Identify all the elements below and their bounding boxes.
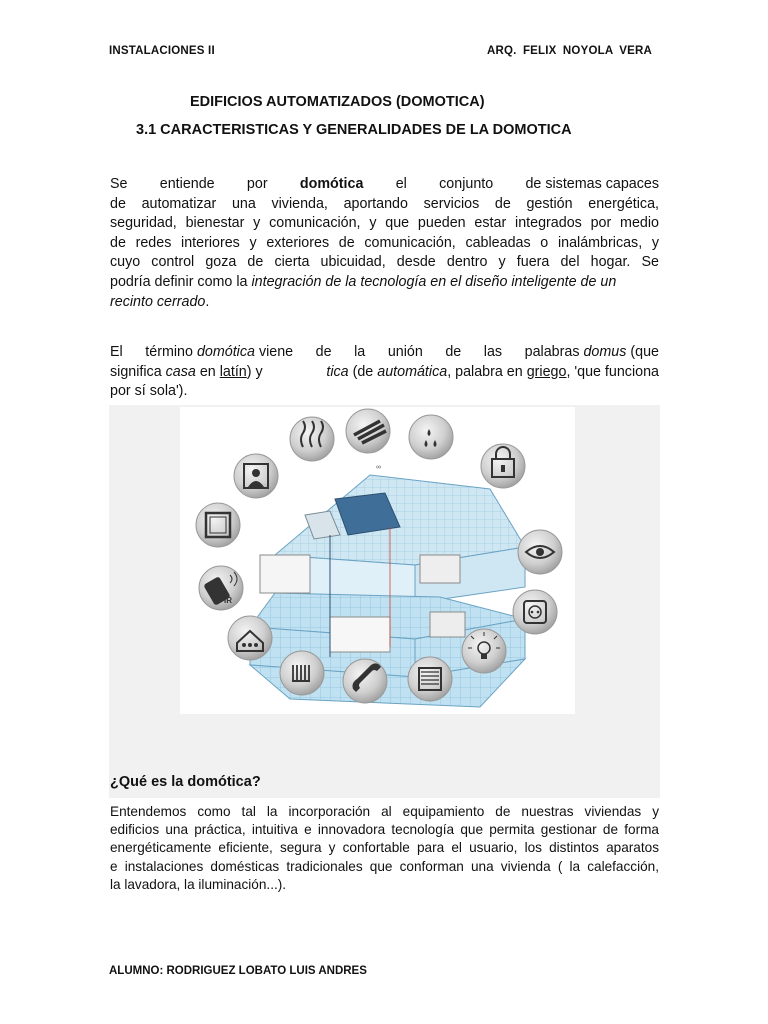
section-title: 3.1 CARACTERISTICAS Y GENERALIDADES DE LA DOMOTICA bbox=[136, 122, 572, 138]
paragraph-line bbox=[110, 293, 659, 313]
paragraph-line: seguridad, bienestar y comunicación, y que pueden estar integrados por medio bbox=[110, 215, 659, 232]
word: ) y bbox=[246, 363, 263, 380]
italic-text: tica bbox=[326, 363, 349, 380]
paragraph-etymology bbox=[110, 343, 659, 402]
word-group bbox=[525, 343, 659, 363]
phone-icon bbox=[343, 659, 387, 703]
italic-text: integración de la tecnología en el diseño inteligente de un bbox=[251, 273, 617, 290]
word: palabras bbox=[524, 344, 580, 360]
word-group bbox=[110, 363, 263, 383]
word: significa bbox=[110, 363, 162, 380]
paragraph-line bbox=[110, 175, 659, 195]
word: conjunto bbox=[439, 176, 494, 192]
word-group bbox=[145, 343, 293, 363]
thermostat-icon bbox=[280, 651, 324, 695]
window-icon bbox=[196, 503, 240, 547]
italic-text: domótica bbox=[196, 344, 255, 360]
link-griego[interactable]: griego bbox=[526, 363, 567, 380]
paragraph-line: por sí sola'). bbox=[110, 383, 188, 400]
word-group bbox=[326, 363, 659, 383]
header-right: ARQ. FELIX NOYOLA VERA bbox=[487, 45, 653, 57]
remote-control-icon bbox=[199, 566, 243, 610]
word: por bbox=[246, 176, 268, 192]
domotics-figure bbox=[180, 407, 575, 714]
paragraph-definition bbox=[110, 175, 659, 312]
word: unión bbox=[387, 344, 423, 360]
water-drops-icon bbox=[409, 415, 453, 459]
word: de bbox=[445, 344, 462, 360]
word: viene bbox=[258, 344, 294, 360]
paragraph-line bbox=[110, 343, 659, 363]
word: de sistemas capaces bbox=[525, 176, 659, 192]
italic-text: casa bbox=[165, 363, 196, 380]
page-title: EDIFICIOS AUTOMATIZADOS (DOMOTICA) bbox=[190, 94, 485, 110]
svg-text:∞: ∞ bbox=[376, 464, 381, 471]
ir-label: IR bbox=[224, 596, 232, 605]
bold-term: domótica bbox=[299, 176, 364, 192]
word: Se bbox=[110, 176, 128, 192]
paragraph-line: Entendemos como tal la incorporación al equipamiento de nuestras viviendas y bbox=[110, 804, 659, 819]
eye-camera-icon bbox=[518, 530, 562, 574]
word: de bbox=[315, 344, 332, 360]
text: podría definir como la bbox=[110, 273, 248, 290]
paragraph-line: e instalaciones domésticas tradicionales que conforman una vivienda ( la calefacción, bbox=[110, 858, 659, 874]
word: , 'que funciona bbox=[566, 363, 659, 380]
paragraph-line: de redes interiores y exteriores de comunicación, cableadas o inalámbricas, y bbox=[110, 234, 659, 251]
paragraph-line: energéticamente eficiente, segura y confortable para el usuario, los distintos aparatos bbox=[110, 840, 659, 856]
word: la bbox=[354, 344, 366, 360]
power-outlet-icon bbox=[513, 590, 557, 634]
footer-student: ALUMNO: RODRIGUEZ LOBATO LUIS ANDRES bbox=[109, 965, 367, 977]
text: . bbox=[205, 293, 210, 310]
word: entiende bbox=[159, 176, 215, 192]
paragraph-line: edificios una práctica, intuitiva e innovadora tecnología que permita gestionar de forma bbox=[110, 822, 659, 838]
paragraph-line bbox=[110, 273, 659, 293]
lock-icon bbox=[481, 444, 525, 488]
word: El bbox=[110, 344, 123, 360]
paragraph-line: la lavadora, la iluminación...). bbox=[110, 876, 287, 892]
word: las bbox=[483, 344, 503, 360]
home-network-icon bbox=[228, 616, 272, 660]
word: , palabra en bbox=[447, 363, 523, 380]
paragraph-question bbox=[110, 803, 659, 894]
paragraph-line bbox=[110, 363, 659, 383]
person-icon bbox=[234, 454, 278, 498]
light-bulb-icon bbox=[462, 629, 506, 673]
pipes-icon bbox=[346, 409, 390, 453]
italic-text: domus bbox=[583, 344, 627, 360]
link-latin[interactable]: latín bbox=[219, 363, 247, 380]
italic-text: automática bbox=[377, 363, 448, 380]
italic-text: recinto cerrado bbox=[110, 293, 206, 310]
header-left: INSTALACIONES II bbox=[109, 45, 215, 57]
word: (que bbox=[630, 344, 659, 360]
domotics-illustration bbox=[180, 407, 575, 714]
word: el bbox=[395, 176, 407, 192]
question-heading: ¿Qué es la domótica? bbox=[110, 774, 261, 790]
blinds-icon bbox=[408, 657, 452, 701]
word: término bbox=[145, 344, 193, 360]
word: en bbox=[199, 363, 216, 380]
heating-icon bbox=[290, 417, 334, 461]
paragraph-line: de automatizar una vivienda, aportando servicios de gestión energética, bbox=[110, 195, 659, 212]
word: (de bbox=[352, 363, 374, 380]
paragraph-line: cuyo control goza de cierta ubicuidad, desde dentro y fuera del hogar. Se bbox=[110, 254, 659, 271]
